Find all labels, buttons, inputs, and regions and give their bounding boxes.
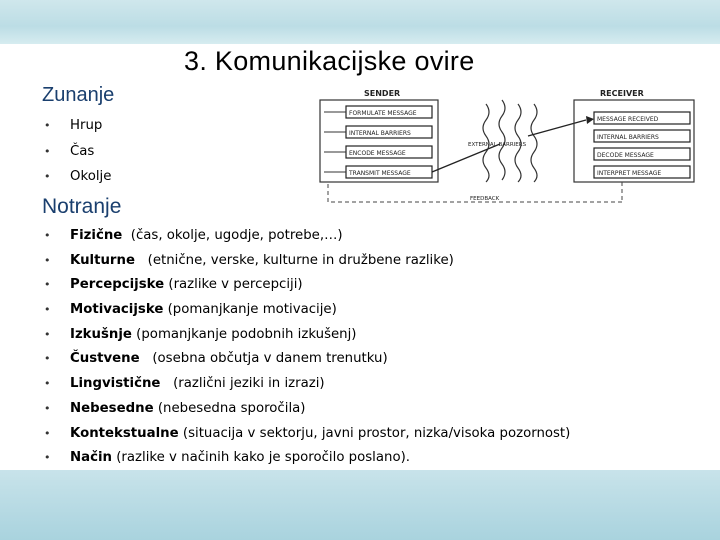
list-item: • Kulturne (etnične, verske, kulturne in družbene razlike) <box>44 252 454 268</box>
bullet-icon: • <box>44 352 51 366</box>
list-item: • Izkušnje (pomanjkanje podobnih izkušenj) <box>44 326 357 342</box>
receiver-box-label: DECODE MESSAGE <box>597 152 654 159</box>
bottom-decorative-band <box>0 470 720 540</box>
bullet-icon: • <box>44 229 51 242</box>
list-item: • Hrup <box>44 118 103 133</box>
arrow-head-icon <box>586 116 594 124</box>
bullet-icon: • <box>44 170 51 183</box>
bullet-icon: • <box>44 451 51 465</box>
top-decorative-band <box>0 0 720 44</box>
bullet-icon: • <box>44 303 51 317</box>
bullet-icon: • <box>44 426 51 440</box>
receiver-label: RECEIVER <box>600 89 644 98</box>
list-item: • Lingvistične (različni jeziki in izrazi) <box>44 376 325 392</box>
sender-box-label: ENCODE MESSAGE <box>349 150 406 157</box>
list-item: • Čas <box>44 143 95 159</box>
receiver-box-label: INTERNAL BARRIERS <box>597 134 659 141</box>
sender-box-label: INTERNAL BARRIERS <box>349 130 411 137</box>
list-item: • Kontekstualne (situacija v sektorju, javni prostor, nizka/visoka pozornost) <box>44 425 571 441</box>
communication-barriers-diagram <box>318 84 698 210</box>
internal-barriers-list <box>44 227 571 474</box>
sender-box-label: FORMULATE MESSAGE <box>349 110 417 117</box>
receiver-box-label: MESSAGE RECEIVED <box>597 116 659 123</box>
noise-squiggles <box>483 100 537 182</box>
bullet-icon: • <box>44 377 51 391</box>
list-item: • Okolje <box>44 169 112 184</box>
list-item: • Percepcijske (razlike v percepciji) <box>44 277 303 293</box>
receiver-box-label: INTERPRET MESSAGE <box>597 170 662 177</box>
external-heading: Zunanje <box>42 84 115 106</box>
external-barriers-list <box>44 117 112 194</box>
list-item: • Način (razlike v načinih kako je sporočilo poslano). <box>44 450 411 466</box>
feedback-label: FEEDBACK <box>470 196 500 202</box>
bullet-icon: • <box>44 327 51 341</box>
list-item: • Fizične (čas, okolje, ugodje, potrebe,…) <box>44 228 343 243</box>
bullet-icon: • <box>44 144 51 158</box>
bullet-icon: • <box>44 401 51 415</box>
list-item: • Motivacijske (pomanjkanje motivacije) <box>44 302 337 318</box>
bullet-icon: • <box>44 119 51 132</box>
slide-title: 3. Komunikacijske ovire <box>184 46 475 76</box>
sender-label: SENDER <box>364 89 401 98</box>
internal-heading: Notranje <box>42 195 122 218</box>
list-item: • Čustvene (osebna občutja v danem trenutku) <box>44 351 388 367</box>
sender-box-label: TRANSMIT MESSAGE <box>349 170 411 177</box>
bullet-icon: • <box>44 253 51 267</box>
list-item: • Nebesedne (nebesedna sporočila) <box>44 400 306 416</box>
external-barriers-label: EXTERNAL BARRIERS <box>468 142 527 148</box>
bullet-icon: • <box>44 278 51 292</box>
